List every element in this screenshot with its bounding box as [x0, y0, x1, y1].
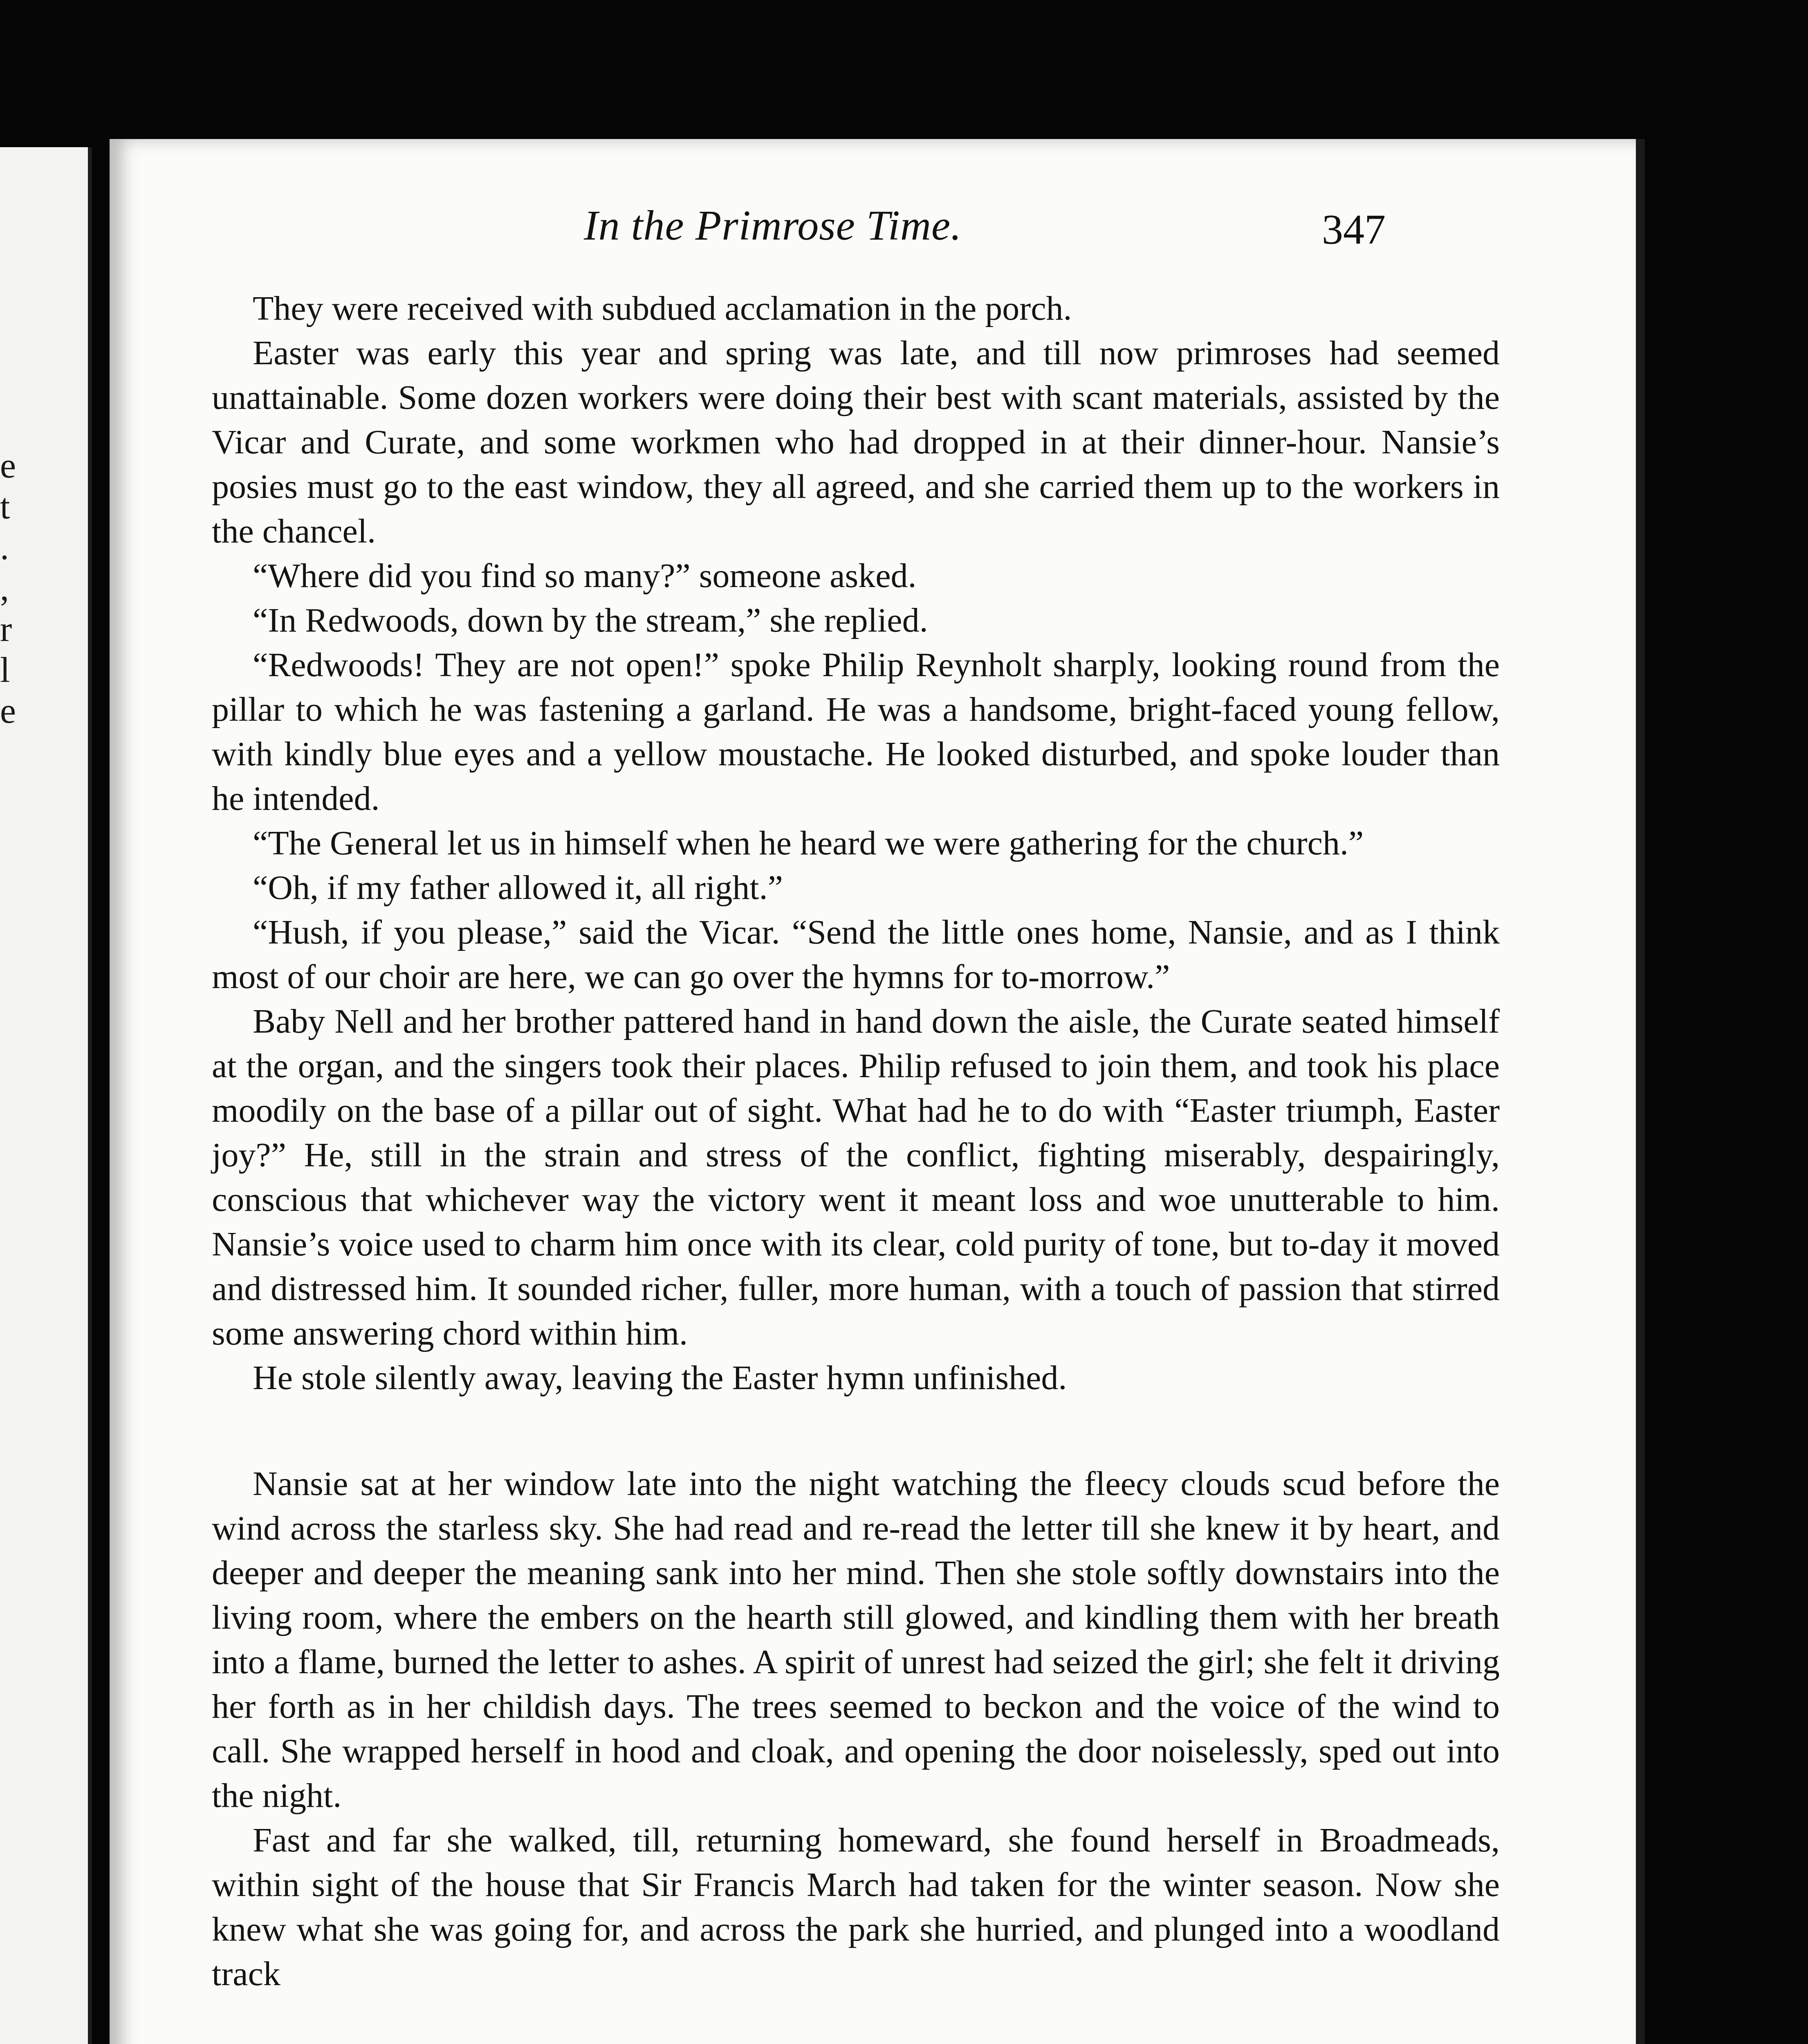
paragraph: Easter was early this year and spring was late, and till now primroses had seemed unattainable. Some dozen workers were doing their best with scant materials, assisted by the Vicar and Curate, and some workmen who had dropped in at their dinner-hour. Nansie’s posies must go to the east window, they all agreed, and she carried them up to the workers in the chancel.	[212, 334, 1500, 550]
paragraph: “Oh, if my father allowed it, all right.”	[253, 869, 783, 907]
paragraph: Fast and far she walked, till, returning homeward, she found herself in Broadmeads, within sight of the house that Sir Francis March had taken for the winter season. Now she knew what she was going for, and across the park she hurried, and plunged into a woodland track	[212, 1821, 1500, 1993]
paragraph: “Redwoods! They are not open!” spoke Philip Reynholt sharply, looking round from the pillar to which he was fastening a garland. He was a handsome, bright-faced young fellow, with kindly blue eyes and a yellow moustache. He looked disturbed, and spoke louder than he intended.	[212, 646, 1500, 818]
facing-page-glyph: e	[0, 691, 16, 731]
facing-page-glyph: .	[0, 528, 9, 567]
running-title: In the Primrose Time.	[584, 202, 962, 249]
paragraph: “The General let us in himself when he heard we were gathering for the church.”	[253, 824, 1364, 862]
facing-page-glyph: t	[0, 487, 10, 527]
running-header	[110, 201, 1636, 267]
paragraph: Baby Nell and her brother pattered hand in hand down the aisle, the Curate seated himself at the organ, and the singers took their places. Philip refused to join them, and took his place moodily on the base of a pillar out of sight. What had he to do with “Easter triumph, Easter joy?” He, still in the strain and stress of the conflict, fighting miserably, despairingly, conscious that whichever way the victory went it meant loss and woe unutterable to him. Nansie’s voice used to charm him once with its clear, cold purity of tone, but to-day it moved and distressed him. It sounded richer, fuller, more human, with a touch of passion that stirred some answering chord within him.	[212, 1002, 1500, 1352]
paragraph: He stole silently away, leaving the Easter hymn unfinished.	[253, 1359, 1067, 1397]
facing-page-glyph: l	[0, 650, 10, 690]
book-page	[110, 139, 1645, 2044]
paragraph: “Where did you find so many?” someone asked.	[253, 557, 917, 595]
facing-page-glyph: e	[0, 446, 16, 486]
page-body	[212, 286, 1500, 1996]
facing-page-text-fragments	[0, 446, 20, 732]
paragraph: They were received with subdued acclamation in the porch.	[253, 289, 1072, 327]
facing-page-glyph: ,	[0, 569, 9, 608]
facing-page-glyph: r	[0, 610, 12, 649]
facing-page-edge	[0, 147, 92, 2044]
page-number: 347	[1322, 206, 1386, 253]
paragraph: Nansie sat at her window late into the night watching the fleecy clouds scud before the wind across the starless sky. She had read and re-read the letter till she knew it by heart, and deeper and deeper the meaning sank into her mind. Then she stole softly downstairs into the living room, where the embers on the hearth still glowed, and kindling them with her breath into a flame, burned the letter to ashes. A spirit of unrest had seized the girl; she felt it driving her forth as in her childish days. The trees seemed to beckon and the voice of the wind to call. She wrapped herself in hood and cloak, and opening the door noiselessly, sped out into the night.	[212, 1465, 1500, 1815]
paragraph: “Hush, if you please,” said the Vicar. “Send the little ones home, Nansie, and as I think most of our choir are here, we can go over the hymns for to-morrow.”	[212, 913, 1500, 996]
paragraph: “In Redwoods, down by the stream,” she replied.	[253, 601, 928, 639]
